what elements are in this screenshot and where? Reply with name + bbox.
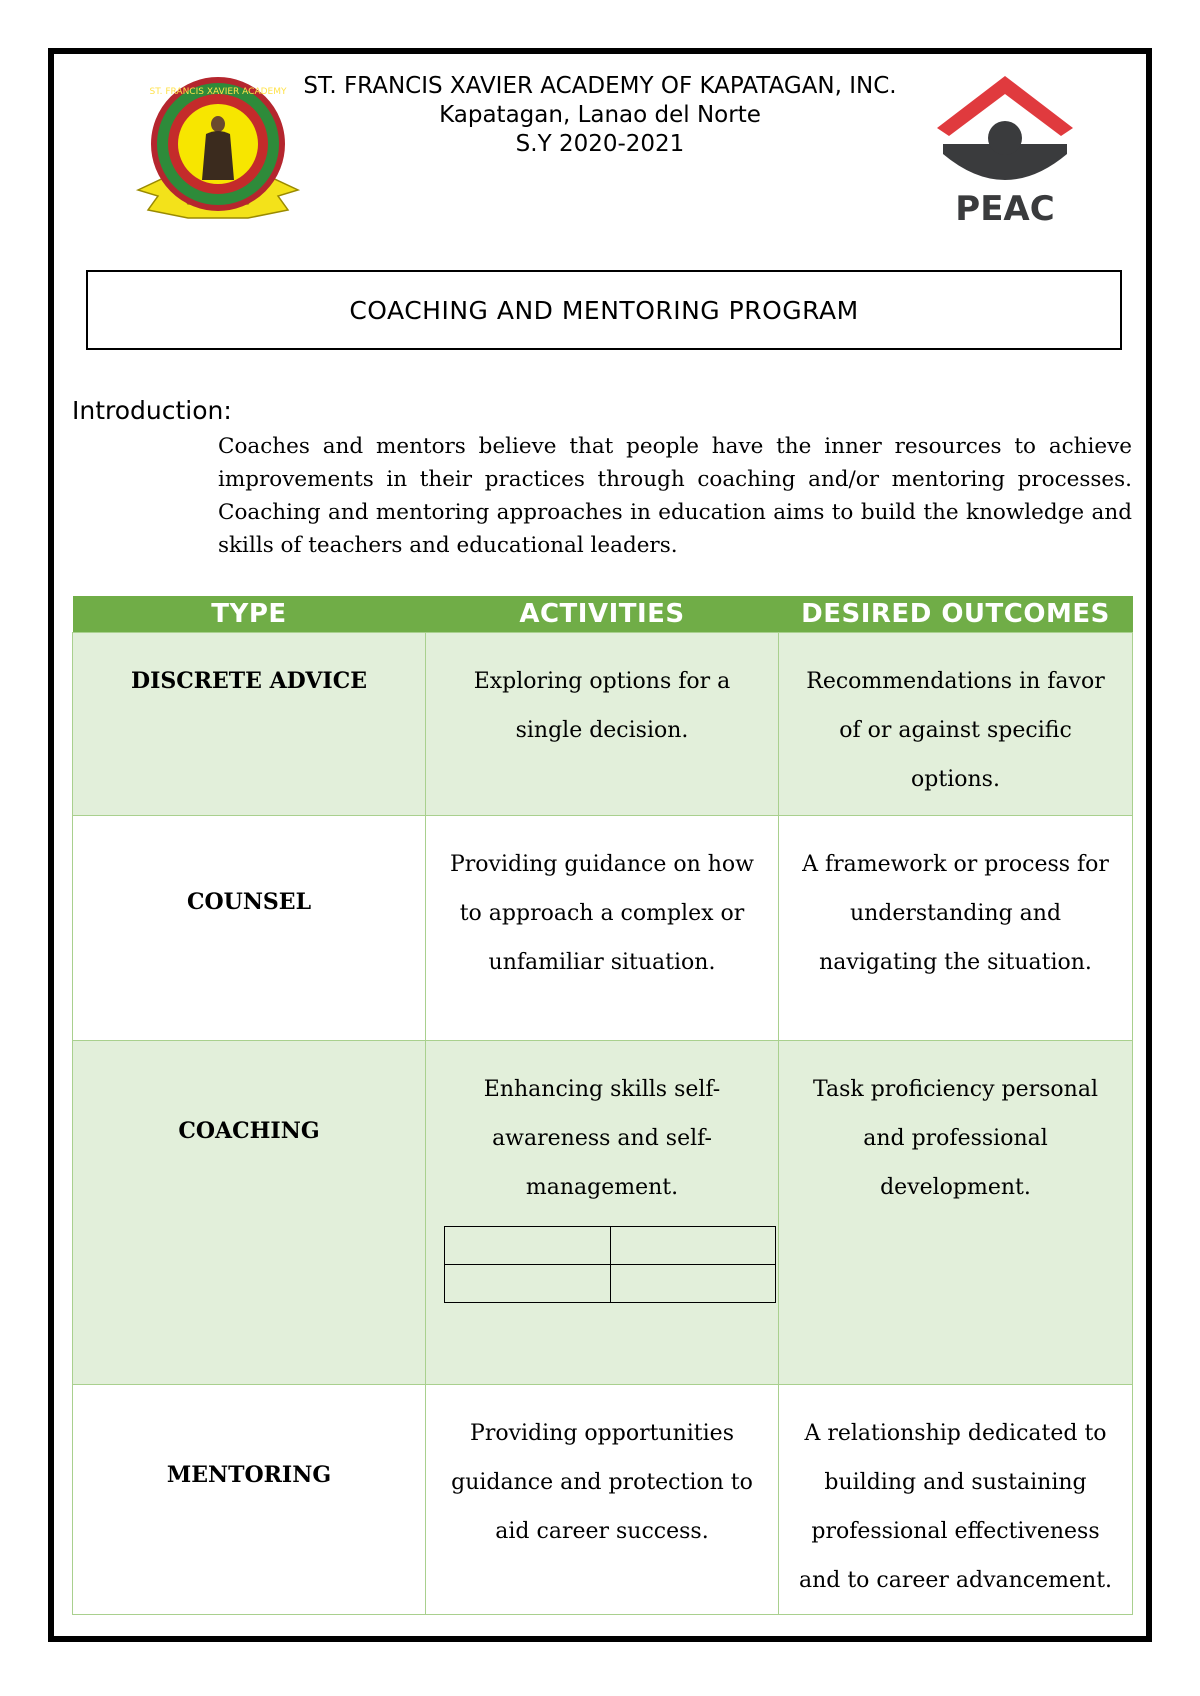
school-location: Kapatagan, Lanao del Norte [439,102,761,128]
activities-text: Enhancing skills self-awareness and self-management. [483,1077,721,1200]
school-header [240,72,960,159]
activities-cell: Providing opportunities guidance and protection to aid career success. [426,1385,779,1615]
type-cell: COACHING [73,1041,426,1385]
program-table [72,596,1133,1615]
program-title: COACHING AND MENTORING PROGRAM [86,270,1122,350]
outcomes-cell: Task proficiency personal and professional development. [779,1041,1133,1385]
empty-cell [610,1265,776,1303]
outcomes-cell: Recommendations in favor of or against specific options. [779,633,1133,816]
empty-nested-table [444,1226,776,1303]
introduction-heading: Introduction: [72,396,232,425]
introduction-body: Coaches and mentors believe that people have the inner resources to achieve improvements in their practices through coaching and/or mentoring processes. Coaching and mentoring approaches in education aims to build the knowledge and skills of teachers and educational leaders. [218,434,1132,558]
outcomes-cell: A relationship dedicated to building and sustaining professional effectiveness and to career advancement. [779,1385,1133,1615]
empty-cell [445,1265,611,1303]
table-row [73,816,1133,1041]
activities-cell: Providing guidance on how to approach a complex or unfamiliar situation. [426,816,779,1041]
seal-text: ST. FRANCIS XAVIER ACADEMY [149,87,287,97]
type-cell: DISCRETE ADVICE [73,633,426,816]
column-header-activities: ACTIVITIES [426,596,779,633]
column-header-type: TYPE [73,596,426,633]
type-cell: MENTORING [73,1385,426,1615]
activities-cell: Exploring options for a single decision. [426,633,779,816]
table-row [73,633,1133,816]
table-header-row [73,596,1133,633]
empty-cell [610,1227,776,1265]
column-header-outcomes: DESIRED OUTCOMES [779,596,1133,633]
type-cell: COUNSEL [73,816,426,1041]
table-row [73,1385,1133,1615]
table-row [73,1041,1133,1385]
peac-logo-text: PEAC [955,189,1055,229]
outcomes-cell: A framework or process for understanding and navigating the situation. [779,816,1133,1041]
school-name: ST. FRANCIS XAVIER ACADEMY OF KAPATAGAN, INC. [303,73,897,99]
activities-cell [426,1041,779,1385]
school-year: S.Y 2020-2021 [515,131,685,157]
empty-cell [445,1227,611,1265]
